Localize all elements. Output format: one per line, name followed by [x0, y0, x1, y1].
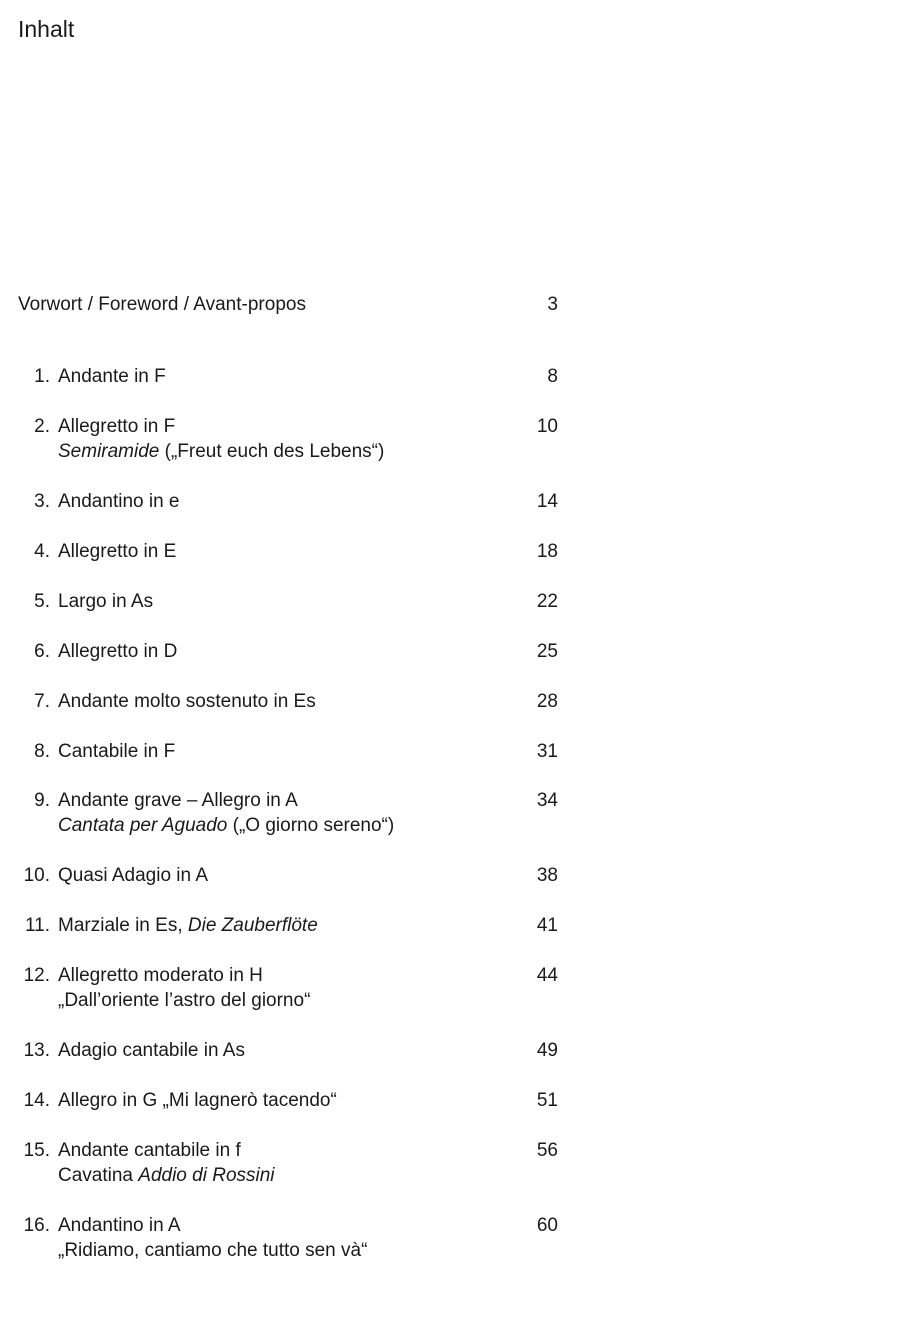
entry-page-number: 25: [536, 641, 558, 662]
entry-page-number: 41: [536, 915, 558, 936]
entry-body: [58, 639, 498, 664]
entry-page-number: 51: [536, 1090, 558, 1111]
entry-title: Andantino in A: [58, 1215, 181, 1236]
entry-body: [58, 364, 498, 389]
entry-number: 9.: [34, 790, 50, 811]
toc-entry-foreword: [18, 290, 558, 320]
entry-title-line: [58, 1213, 498, 1238]
entry-title-italic: Die Zauberflöte: [187, 915, 318, 936]
entry-page-number: 60: [536, 1215, 558, 1236]
entry-number: 2.: [34, 416, 50, 437]
entry-title-line: [58, 639, 498, 664]
entry-title: Quasi Adagio in A: [58, 865, 208, 886]
entry-page-number: 14: [536, 491, 558, 512]
entry-title-line: [58, 539, 498, 564]
entry-subtitle-line: [58, 988, 498, 1013]
entry-title: Andante in F: [58, 366, 166, 387]
entry-body: [58, 963, 498, 1013]
entry-subtitle-text: „Dall’oriente l’astro del giorno“: [58, 990, 311, 1011]
entry-number: 10.: [23, 865, 50, 886]
entry-number: 11.: [24, 915, 50, 936]
entry-body: [58, 788, 498, 838]
entry-title: Largo in As: [58, 591, 154, 612]
entry-page-number: 18: [536, 541, 558, 562]
entry-title: Allegretto in E: [58, 541, 177, 562]
entry-page-number: 38: [536, 865, 558, 886]
entry-body: [58, 589, 498, 614]
entry-body: [58, 739, 498, 764]
entry-title: Andante molto sostenuto in Es: [58, 691, 316, 712]
entry-subtitle-line: [58, 813, 498, 838]
entry-number: 4.: [34, 541, 50, 562]
entry-subtitle-italic: Addio di Rossini: [138, 1165, 275, 1186]
entry-title-line: [58, 1038, 498, 1063]
entry-title-line: [58, 414, 498, 439]
entry-number: 15.: [23, 1140, 50, 1161]
entry-page-number: 31: [536, 741, 558, 762]
entry-body: [58, 1088, 498, 1113]
entry-subtitle-italic: Semiramide: [58, 441, 160, 462]
entry-title-line: [58, 913, 498, 938]
entry-title: Allegretto in F: [58, 416, 176, 437]
entry-title-line: [58, 589, 498, 614]
entry-body: [58, 689, 498, 714]
entry-title: Allegro in G „Mi lagnerò tacendo“: [58, 1090, 337, 1111]
entry-number: 3.: [34, 491, 50, 512]
entry-body: [58, 863, 498, 888]
entry-title-line: [58, 364, 498, 389]
entry-title-line: [58, 963, 498, 988]
entry-title-line: [58, 689, 498, 714]
entry-body: [58, 1038, 498, 1063]
entry-title-line: [58, 1138, 498, 1163]
entry-page-number: 34: [536, 790, 558, 811]
entry-title: Andante grave – Allegro in A: [58, 790, 298, 811]
entry-page-number: 49: [536, 1040, 558, 1061]
entry-subtitle-italic: Cantata per Aguado: [58, 815, 228, 836]
entry-title: Allegretto moderato in H: [58, 965, 263, 986]
page-title: Inhalt: [18, 16, 75, 42]
entry-subtitle-line: [58, 1163, 498, 1188]
entry-number: 12.: [23, 965, 50, 986]
entry-page-number: 56: [536, 1140, 558, 1161]
entry-title: Adagio cantabile in As: [58, 1040, 245, 1061]
entry-title-line: [58, 739, 498, 764]
entry-title: Andante cantabile in f: [58, 1140, 241, 1161]
entry-subtitle-text: („Freut euch des Lebens“): [159, 441, 385, 462]
entry-number: 8.: [34, 741, 50, 762]
entry-body: [58, 1213, 498, 1263]
entry-title-line: [58, 489, 498, 514]
entry-page-number: 8: [547, 366, 558, 387]
entry-body: [58, 489, 498, 514]
entry-title-line: [58, 1088, 498, 1113]
entry-title-line: [58, 863, 498, 888]
entry-number: 5.: [34, 591, 50, 612]
entry-title: Cantabile in F: [58, 741, 176, 762]
entry-subtitle-prefix: Cavatina: [58, 1165, 139, 1186]
entry-body: [58, 1138, 498, 1188]
entry-body: [58, 539, 498, 564]
entry-subtitle-line: [58, 439, 498, 464]
table-of-contents: [18, 290, 558, 1261]
entry-body: [58, 913, 498, 938]
foreword-title: Vorwort / Foreword / Avant-propos: [18, 294, 306, 315]
entry-title: Andantino in e: [58, 491, 180, 512]
entry-page-number: 22: [536, 591, 558, 612]
entry-title-line: [58, 788, 498, 813]
entry-number: 1.: [34, 366, 50, 387]
entry-body: [58, 414, 498, 464]
entry-number: 13.: [23, 1040, 50, 1061]
entry-title: Allegretto in D: [58, 641, 178, 662]
entry-subtitle-text: „Ridiamo, cantiamo che tutto sen và“: [58, 1240, 368, 1261]
entry-page-number: 10: [536, 416, 558, 437]
entry-subtitle-line: [58, 1238, 498, 1263]
entry-number: 16.: [23, 1215, 50, 1236]
entry-page-number: 28: [536, 691, 558, 712]
entry-subtitle-text: („O giorno sereno“): [227, 815, 395, 836]
foreword-page: 3: [547, 294, 558, 315]
entry-number: 6.: [34, 641, 50, 662]
entry-page-number: 44: [536, 965, 558, 986]
entry-title: Marziale in Es,: [58, 915, 188, 936]
entry-number: 7.: [34, 691, 50, 712]
entry-number: 14.: [23, 1090, 50, 1111]
